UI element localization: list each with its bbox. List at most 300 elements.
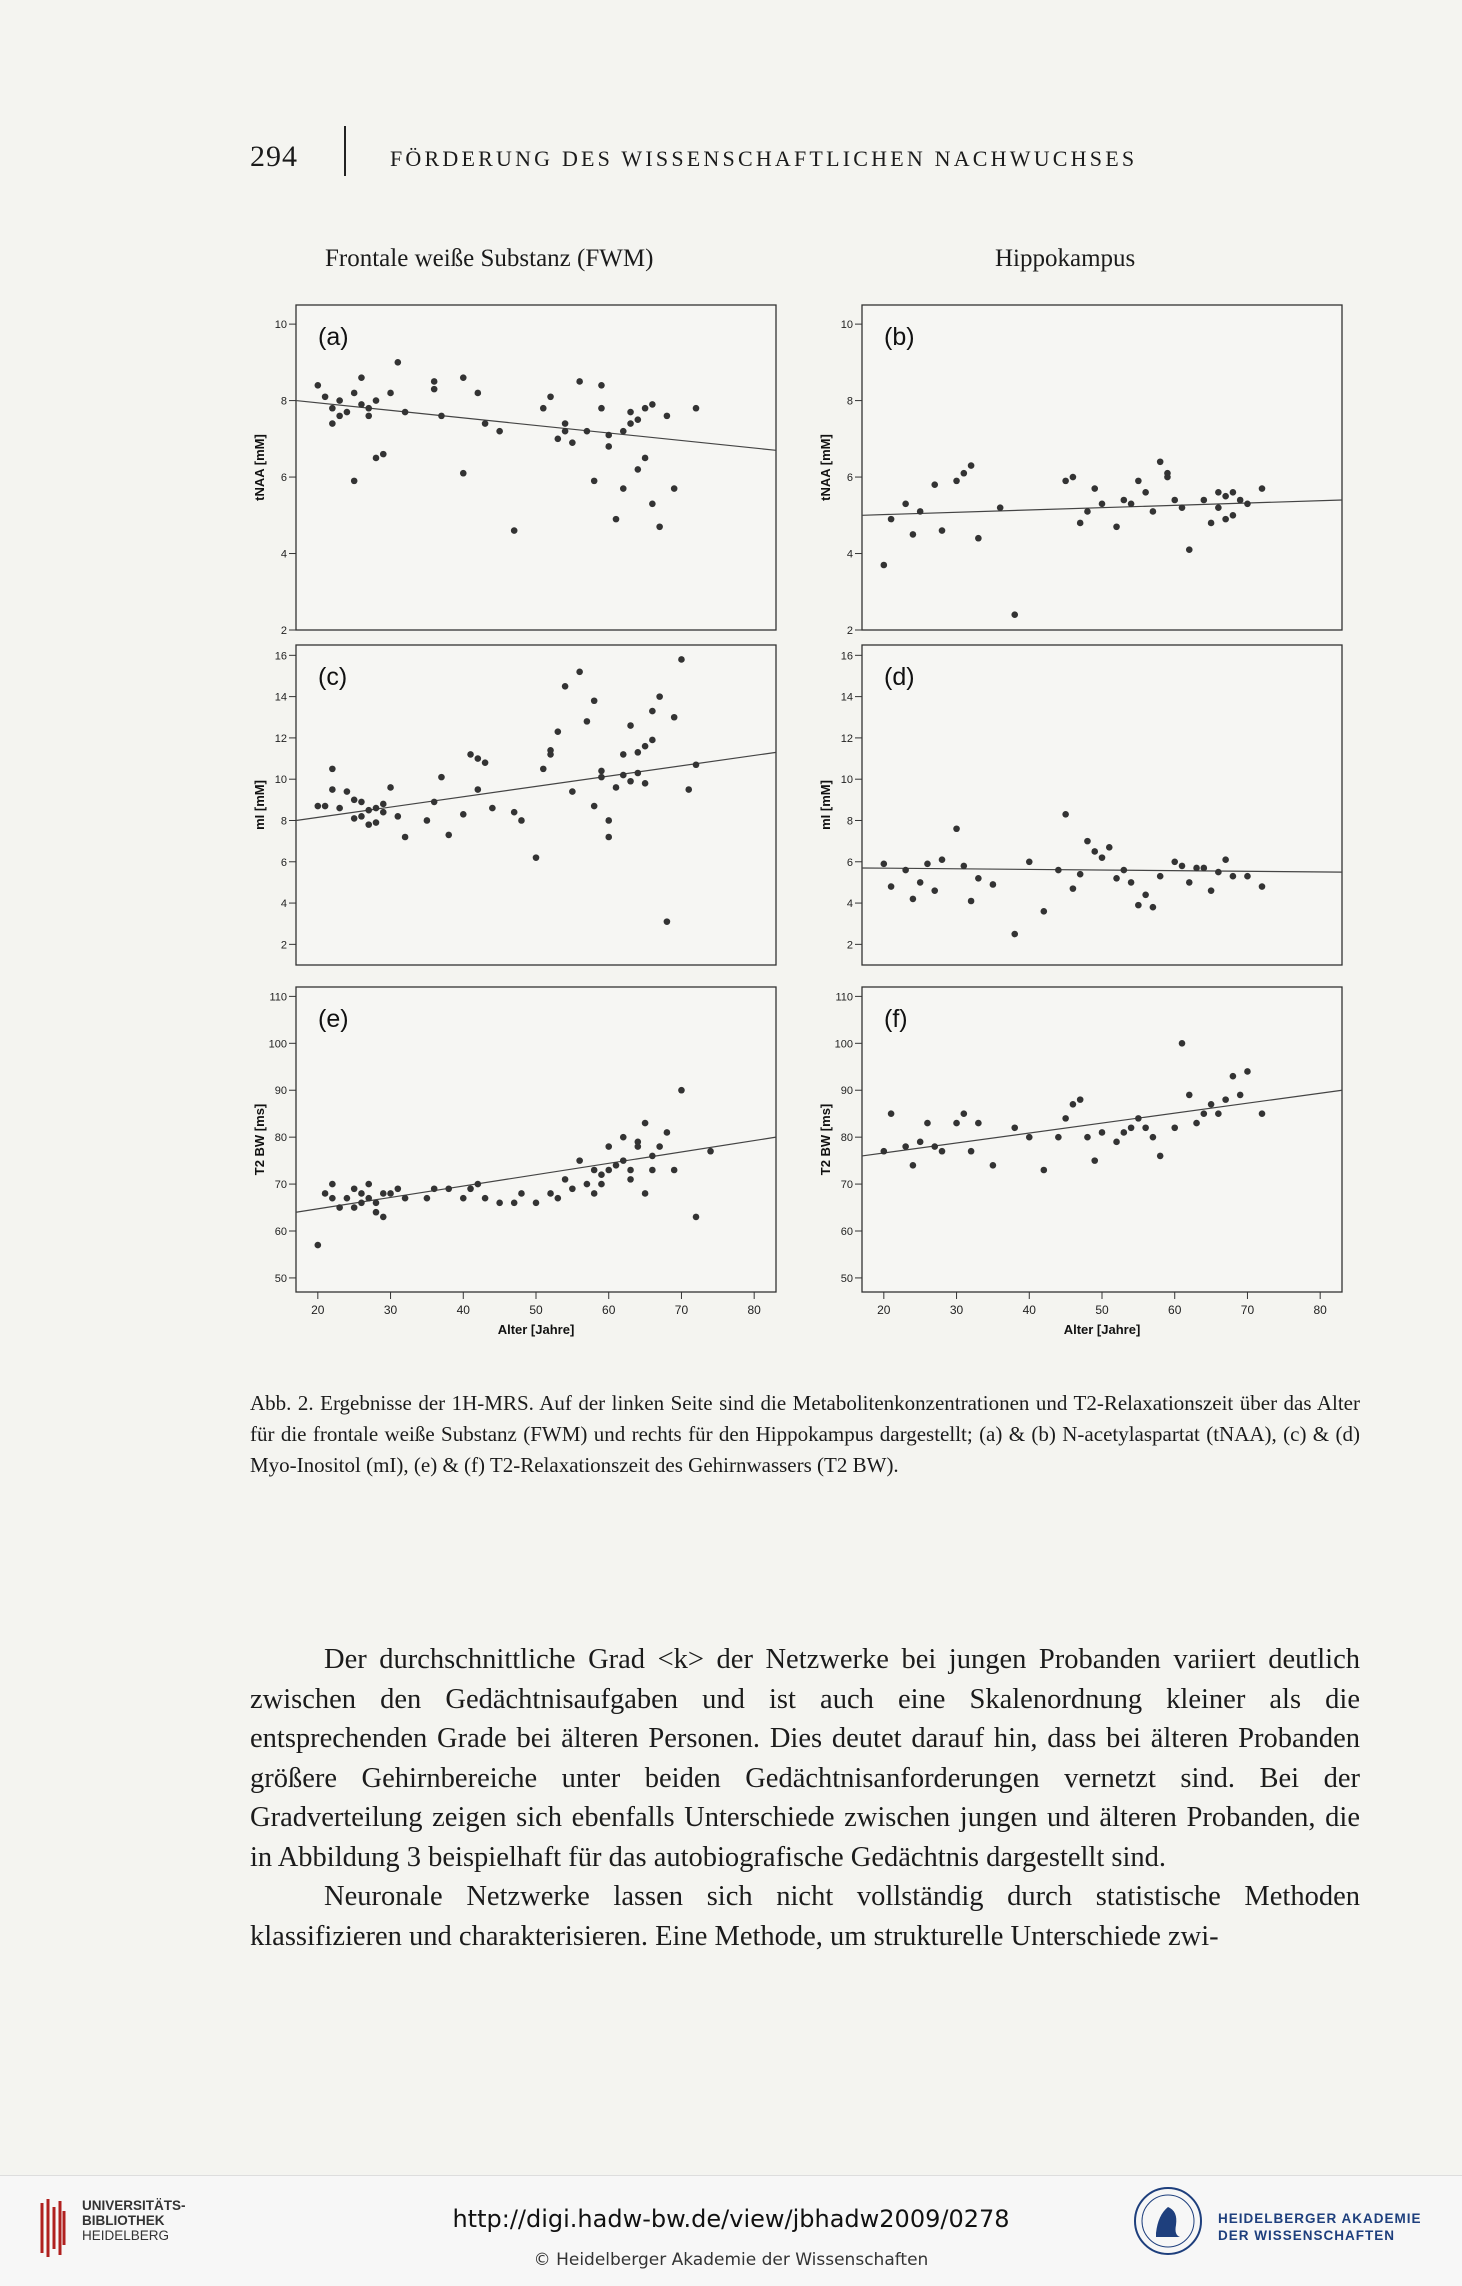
left-column-title: Frontale weiße Substanz (FWM) — [325, 245, 654, 272]
data-point — [605, 1167, 612, 1174]
data-point — [424, 817, 431, 824]
panel-label: (c) — [318, 663, 348, 691]
x-tick-label: 50 — [1095, 1303, 1109, 1317]
academy-line: DER WISSENSCHAFTEN — [1218, 2228, 1396, 2243]
body-text — [250, 1640, 1360, 1956]
right-column-title: Hippokampus — [995, 245, 1136, 272]
data-point — [344, 409, 351, 416]
data-point — [627, 420, 634, 427]
x-tick-label: 30 — [383, 1303, 398, 1317]
data-point — [576, 378, 583, 385]
data-point — [627, 722, 634, 729]
data-point — [1222, 856, 1229, 863]
data-point — [518, 1190, 525, 1197]
copyright-notice: © Heidelberger Akademie der Wissenschaften — [533, 2250, 929, 2270]
x-tick-label: 30 — [949, 1303, 964, 1317]
data-point — [329, 766, 336, 773]
data-point — [1259, 1110, 1266, 1117]
data-point — [1244, 501, 1251, 508]
data-point — [635, 1139, 642, 1146]
data-point — [1222, 1096, 1229, 1103]
data-point — [591, 1190, 598, 1197]
data-point — [569, 439, 576, 446]
plot-frame — [296, 987, 776, 1292]
data-point — [424, 1195, 431, 1202]
data-point — [358, 799, 365, 806]
y-tick-label: 2 — [846, 625, 853, 637]
y-tick-label: 60 — [274, 1226, 287, 1238]
data-point — [1230, 512, 1237, 519]
paragraph: Neuronale Netzwerke lassen sich nicht vollständig durch statistische Methoden klassifizieren und charakterisieren. Eine Methode, um strukturelle Unterschiede zwi- — [250, 1881, 1360, 1952]
data-point — [931, 887, 938, 894]
data-point — [336, 397, 343, 404]
data-point — [881, 861, 888, 868]
data-point — [351, 1204, 358, 1211]
data-point — [598, 1171, 605, 1178]
data-point — [693, 761, 700, 768]
y-tick-label: 100 — [268, 1038, 287, 1051]
data-point — [1099, 501, 1106, 508]
data-point — [547, 751, 554, 758]
y-tick-label: 2 — [280, 625, 287, 637]
data-point — [1237, 497, 1244, 504]
data-point — [475, 786, 482, 793]
data-point — [1070, 474, 1077, 481]
data-point — [1113, 875, 1120, 882]
data-point — [387, 784, 394, 791]
data-point — [482, 1195, 489, 1202]
data-point — [380, 1190, 387, 1197]
plot-frame — [862, 305, 1342, 630]
data-point — [1070, 885, 1077, 892]
data-point — [387, 1190, 394, 1197]
data-point — [402, 834, 409, 841]
x-tick-label: 50 — [529, 1303, 543, 1317]
data-point — [990, 881, 997, 888]
y-axis-label: tNAA [mM] — [252, 434, 267, 501]
data-point — [613, 516, 620, 523]
data-point — [576, 669, 583, 676]
data-point — [1244, 873, 1251, 880]
data-point — [990, 1162, 997, 1169]
data-point — [910, 1162, 917, 1169]
data-point — [351, 390, 358, 397]
data-point — [365, 413, 372, 420]
data-point — [511, 527, 518, 534]
data-point — [373, 1209, 380, 1216]
x-tick-label: 70 — [1240, 1303, 1255, 1317]
data-point — [395, 1185, 402, 1192]
data-point — [1041, 1167, 1048, 1174]
ub-line: HEIDELBERG — [82, 2228, 170, 2243]
data-point — [1193, 1120, 1200, 1127]
data-point — [627, 409, 634, 416]
data-point — [939, 527, 946, 534]
data-point — [438, 774, 445, 781]
data-point — [1222, 516, 1229, 523]
y-tick-label: 8 — [846, 395, 853, 408]
data-point — [1201, 497, 1208, 504]
data-point — [888, 516, 895, 523]
data-point — [475, 755, 482, 762]
panel-label: (b) — [884, 323, 915, 351]
data-point — [1142, 1124, 1149, 1131]
y-tick-label: 16 — [840, 650, 853, 663]
data-point — [1099, 854, 1106, 861]
data-point — [511, 809, 518, 816]
y-tick-label: 12 — [274, 732, 287, 745]
data-point — [329, 786, 336, 793]
data-point — [373, 455, 380, 462]
y-tick-label: 8 — [846, 815, 853, 828]
data-point — [402, 1195, 409, 1202]
data-point — [482, 420, 489, 427]
data-point — [402, 409, 409, 416]
data-point — [1128, 879, 1135, 886]
data-point — [547, 393, 554, 400]
data-point — [1091, 848, 1098, 855]
data-point — [591, 478, 598, 485]
data-point — [489, 805, 496, 812]
x-tick-label: 40 — [456, 1303, 470, 1317]
data-point — [1077, 520, 1084, 527]
data-point — [315, 382, 322, 389]
y-tick-label: 80 — [274, 1132, 287, 1145]
data-point — [380, 809, 387, 816]
y-tick-label: 4 — [280, 898, 287, 911]
data-point — [467, 1185, 474, 1192]
y-axis-label: T2 BW [ms] — [252, 1103, 267, 1176]
data-point — [380, 451, 387, 458]
data-point — [562, 1176, 569, 1183]
data-point — [1041, 908, 1048, 915]
y-tick-label: 8 — [280, 815, 287, 828]
data-point — [968, 462, 975, 469]
data-point — [1150, 508, 1157, 515]
page-number: 294 — [250, 140, 298, 173]
data-point — [584, 428, 591, 435]
data-point — [533, 1200, 540, 1207]
data-point — [395, 813, 402, 820]
data-point — [1259, 883, 1266, 890]
data-point — [620, 751, 627, 758]
panel-label: (a) — [318, 323, 349, 351]
data-point — [584, 718, 591, 725]
y-tick-label: 2 — [280, 939, 287, 952]
x-tick-label: 40 — [1022, 1303, 1036, 1317]
data-point — [649, 1153, 656, 1160]
data-point — [642, 1190, 649, 1197]
figure-caption: Abb. 2. Ergebnisse der 1H-MRS. Auf der linken Seite sind die Metabolitenkonzentrationen und T2-Relaxationszeit über das Alter für die frontale weiße Substanz (FWM) und rechts für den Hippokampus dargestellt; (a) & (b) N-acetylaspartat (tNAA), (c) & (d) Myo-Inositol (mI), (e) & (f) T2-Relaxationszeit des Gehirnwassers (T2 BW). — [250, 1391, 1360, 1477]
data-point — [591, 803, 598, 810]
data-point — [1179, 863, 1186, 870]
data-point — [496, 1200, 503, 1207]
data-point — [1186, 879, 1193, 886]
ub-line: UNIVERSITÄTS- — [82, 2198, 186, 2213]
data-point — [968, 1148, 975, 1155]
data-point — [373, 1200, 380, 1207]
data-point — [358, 401, 365, 408]
data-point — [649, 1167, 656, 1174]
data-point — [1128, 501, 1135, 508]
data-point — [671, 1167, 678, 1174]
data-point — [496, 428, 503, 435]
data-point — [365, 1195, 372, 1202]
data-point — [975, 1120, 982, 1127]
y-axis-label: T2 BW [ms] — [818, 1103, 833, 1176]
data-point — [1077, 871, 1084, 878]
data-point — [627, 1176, 634, 1183]
data-point — [365, 405, 372, 412]
data-point — [693, 405, 700, 412]
data-point — [315, 803, 322, 810]
data-point — [431, 386, 438, 393]
y-tick-label: 100 — [834, 1038, 853, 1051]
data-point — [902, 1143, 909, 1150]
data-point — [613, 1162, 620, 1169]
data-point — [1237, 1092, 1244, 1099]
academy-seal-icon — [1132, 2185, 1204, 2257]
data-point — [931, 1143, 938, 1150]
data-point — [1113, 1139, 1120, 1146]
data-point — [1215, 1110, 1222, 1117]
data-point — [1222, 493, 1229, 500]
plot-frame — [862, 645, 1342, 965]
data-point — [365, 807, 372, 814]
data-point — [910, 531, 917, 538]
data-point — [902, 867, 909, 874]
data-point — [620, 1157, 627, 1164]
data-point — [1201, 865, 1208, 872]
data-point — [555, 1195, 562, 1202]
data-point — [939, 1148, 946, 1155]
data-point — [445, 832, 452, 839]
document-url[interactable]: http://digi.hadw-bw.de/view/jbhadw2009/0278 — [452, 2205, 1010, 2233]
data-point — [961, 470, 968, 477]
data-point — [931, 481, 938, 488]
data-point — [1055, 867, 1062, 874]
y-tick-label: 10 — [840, 319, 853, 332]
y-tick-label: 10 — [274, 319, 287, 332]
data-point — [664, 918, 671, 925]
data-point — [1091, 1157, 1098, 1164]
plot-frame — [862, 987, 1342, 1292]
data-point — [322, 1190, 329, 1197]
data-point — [598, 405, 605, 412]
data-point — [460, 1195, 467, 1202]
data-point — [910, 896, 917, 903]
y-axis-label: mI [mM] — [818, 780, 833, 830]
data-point — [649, 708, 656, 715]
data-point — [656, 1143, 663, 1150]
y-tick-label: 80 — [840, 1132, 853, 1145]
data-point — [555, 728, 562, 735]
data-point — [1113, 523, 1120, 530]
data-point — [1011, 1124, 1018, 1131]
data-point — [627, 1167, 634, 1174]
data-point — [344, 788, 351, 795]
data-point — [460, 374, 467, 381]
y-tick-label: 4 — [846, 548, 853, 561]
data-point — [1062, 478, 1069, 485]
data-point — [1164, 474, 1171, 481]
data-point — [555, 436, 562, 443]
data-point — [431, 378, 438, 385]
data-point — [445, 1185, 452, 1192]
data-point — [1121, 1129, 1128, 1136]
plot-frame — [296, 645, 776, 965]
data-point — [547, 1190, 554, 1197]
y-tick-label: 50 — [840, 1272, 853, 1285]
data-point — [576, 1157, 583, 1164]
data-point — [1011, 931, 1018, 938]
x-axis-label: Alter [Jahre] — [1063, 1322, 1141, 1337]
x-tick-label: 60 — [1168, 1303, 1182, 1317]
data-point — [482, 759, 489, 766]
data-point — [1259, 485, 1266, 492]
y-tick-label: 14 — [274, 691, 287, 704]
data-point — [1135, 902, 1142, 909]
y-tick-label: 10 — [274, 774, 287, 787]
data-point — [1208, 520, 1215, 527]
y-tick-label: 110 — [835, 991, 853, 1004]
y-tick-label: 14 — [840, 691, 853, 704]
data-point — [620, 772, 627, 779]
data-point — [329, 1181, 336, 1188]
data-point — [329, 420, 336, 427]
data-point — [939, 856, 946, 863]
y-tick-label: 12 — [840, 732, 853, 745]
data-point — [460, 470, 467, 477]
data-point — [1171, 858, 1178, 865]
data-point — [642, 455, 649, 462]
data-point — [1135, 478, 1142, 485]
data-point — [961, 1110, 968, 1117]
data-point — [678, 1087, 685, 1094]
data-point — [351, 815, 358, 822]
data-point — [1244, 1068, 1251, 1075]
data-point — [953, 478, 960, 485]
data-point — [605, 817, 612, 824]
data-point — [1201, 1110, 1208, 1117]
data-point — [373, 805, 380, 812]
data-point — [693, 1214, 700, 1221]
data-point — [635, 416, 642, 423]
data-point — [431, 799, 438, 806]
data-point — [395, 359, 402, 366]
data-point — [656, 523, 663, 530]
data-point — [997, 504, 1004, 511]
data-point — [511, 1200, 518, 1207]
data-point — [635, 466, 642, 473]
data-point — [656, 693, 663, 700]
data-point — [1157, 1153, 1164, 1160]
data-point — [1157, 458, 1164, 465]
data-point — [642, 1120, 649, 1127]
data-point — [475, 390, 482, 397]
data-point — [888, 1110, 895, 1117]
running-title: FÖRDERUNG DES WISSENSCHAFTLICHEN NACHWUCHSES — [390, 146, 1138, 171]
x-axis-label: Alter [Jahre] — [497, 1322, 575, 1337]
data-point — [380, 801, 387, 808]
data-point — [1150, 1134, 1157, 1141]
y-tick-label: 8 — [280, 395, 287, 408]
data-point — [584, 1181, 591, 1188]
data-point — [1171, 497, 1178, 504]
data-point — [888, 883, 895, 890]
data-point — [635, 770, 642, 777]
data-point — [664, 1129, 671, 1136]
data-point — [664, 413, 671, 420]
data-point — [924, 861, 931, 868]
data-point — [540, 766, 547, 773]
data-point — [613, 784, 620, 791]
data-point — [365, 821, 372, 828]
data-point — [620, 1134, 627, 1141]
y-tick-label: 70 — [274, 1179, 287, 1192]
data-point — [1215, 504, 1222, 511]
data-point — [569, 788, 576, 795]
data-point — [598, 382, 605, 389]
data-point — [562, 420, 569, 427]
y-tick-label: 60 — [840, 1226, 853, 1238]
data-point — [620, 428, 627, 435]
x-tick-label: 20 — [877, 1303, 891, 1317]
data-point — [358, 1190, 365, 1197]
data-point — [336, 1204, 343, 1211]
data-point — [475, 1181, 482, 1188]
data-point — [649, 737, 656, 744]
data-point — [1208, 1101, 1215, 1108]
data-point — [460, 811, 467, 818]
panel-label: (f) — [884, 1005, 908, 1033]
y-tick-label: 110 — [269, 991, 287, 1004]
data-point — [598, 1181, 605, 1188]
data-point — [315, 1242, 322, 1249]
x-tick-label: 70 — [674, 1303, 689, 1317]
panel-label: (e) — [318, 1005, 349, 1033]
data-point — [336, 805, 343, 812]
data-point — [329, 405, 336, 412]
y-tick-label: 6 — [846, 472, 853, 485]
y-tick-label: 6 — [846, 856, 853, 869]
academy-label — [1218, 2210, 1422, 2244]
y-tick-label: 6 — [280, 856, 287, 869]
data-point — [1026, 1134, 1033, 1141]
data-point — [351, 478, 358, 485]
data-point — [707, 1148, 714, 1155]
plot-frame — [296, 305, 776, 630]
data-point — [605, 1143, 612, 1150]
data-point — [322, 393, 329, 400]
y-tick-label: 2 — [846, 939, 853, 952]
y-tick-label: 6 — [280, 472, 287, 485]
y-tick-label: 70 — [840, 1179, 853, 1192]
data-point — [1062, 1115, 1069, 1122]
data-point — [1208, 887, 1215, 894]
data-point — [642, 780, 649, 787]
data-point — [533, 854, 540, 861]
data-point — [1171, 1124, 1178, 1131]
data-point — [598, 768, 605, 775]
data-point — [902, 501, 909, 508]
data-point — [358, 1200, 365, 1207]
y-tick-label: 4 — [846, 898, 853, 911]
data-point — [642, 743, 649, 750]
data-point — [917, 879, 924, 886]
x-tick-label: 80 — [747, 1303, 761, 1317]
data-point — [1179, 1040, 1186, 1047]
